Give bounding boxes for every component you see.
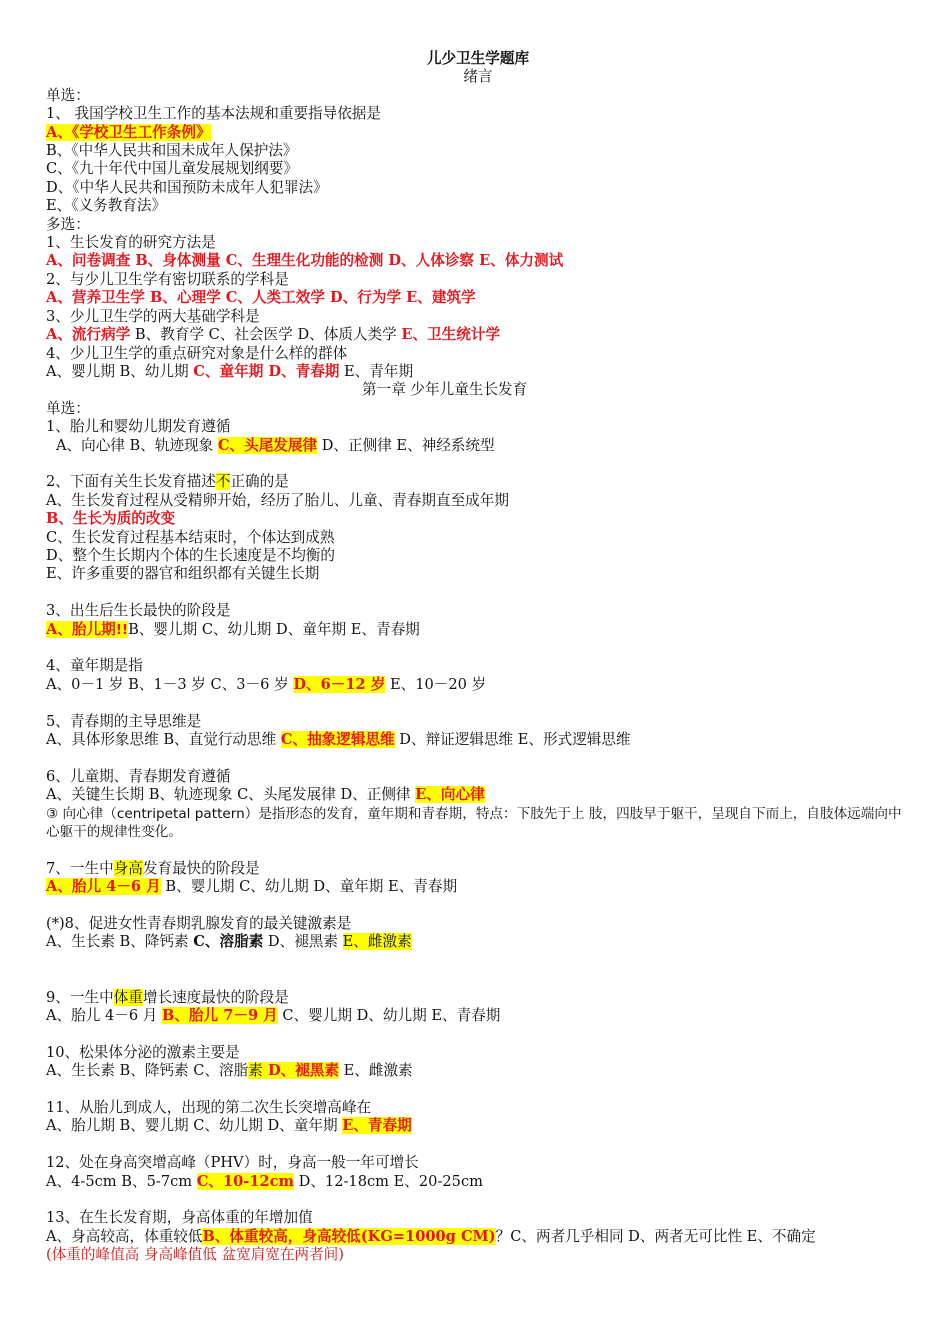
answer-options: A、婴儿期 B、幼儿期: [46, 362, 194, 380]
answer-correct: C、10-12cm: [196, 1172, 294, 1190]
answer-options: A、生长素 B、降钙素 C、溶脂: [46, 1062, 249, 1080]
answer-options: A、具体形象思维 B、直觉行动思维: [46, 730, 281, 748]
question-text: 3、少儿卫生学的两大基础学科是: [46, 307, 260, 325]
answer-highlighted: E、雌激素: [342, 933, 412, 951]
answer-correct: D、褪黑素: [262, 1062, 339, 1080]
answer-bold: C、溶脂素: [193, 933, 264, 951]
answer-option: A、生长发育过程从受精卵开始，经历了胎儿、儿童、青春期直至成年期: [46, 491, 509, 509]
question-part: 增长速度最快的阶段是: [142, 988, 289, 1006]
answer-line: [46, 933, 910, 951]
explanation-note: ③ 向心律（centripetal pattern）是指形态的发育，童年期和青春期，特点：下肢先于上 肢，四肢早于躯干，呈现自下而上，自肢体远端向中心躯干的规律性变化。: [46, 805, 902, 840]
answer-correct: E、卫生统计学: [401, 326, 501, 344]
answer-correct: E、向心律: [415, 786, 485, 804]
answer-option-correct: A、《学校卫生工作条例》: [46, 123, 211, 141]
question-text: 6、儿童期、青春期发育遵循: [46, 767, 231, 785]
answer-line: [46, 1117, 910, 1135]
answer-options: A、关键生长期 B、轨迹现象 C、头尾发展律 D、正侧律: [46, 786, 416, 804]
answer-correct: E、青春期: [342, 1117, 412, 1135]
answer-line: [46, 1173, 910, 1191]
question-text: 12、处在身高突增高峰（PHV）时，身高一般一年可增长: [46, 1154, 419, 1172]
answer-line: [46, 1007, 910, 1025]
question-text: [46, 473, 910, 491]
document-title: 儿少卫生学题库: [426, 50, 530, 67]
answer-options: D、辩证逻辑思维 E、形式逻辑思维: [394, 730, 631, 748]
answer-options: E、雌激素: [338, 1062, 413, 1080]
answer-correct: A、流行病学: [46, 326, 131, 344]
answer-line: [46, 676, 910, 694]
answer-options: E、10－20 岁: [385, 675, 487, 693]
answer-line: [46, 786, 910, 804]
document-page: [46, 50, 910, 1265]
question-text: 2、与少儿卫生学有密切联系的学科是: [46, 270, 289, 288]
section-label-single: 单选：: [46, 86, 90, 104]
question-text: [46, 989, 910, 1007]
question-text: 1、生长发育的研究方法是: [46, 234, 216, 252]
answer-line: [46, 326, 910, 344]
answer-options: B、教育学 C、社会医学 D、体质人类学: [130, 326, 402, 344]
question-text: 4、少儿卫生学的重点研究对象是什么样的群体: [46, 344, 348, 362]
answer-options: B、婴儿期 C、幼儿期 D、童年期 E、青春期: [128, 620, 420, 638]
answer-line-correct: A、问卷调查 B、身体测量 C、生理生化功能的检测 D、人体诊察 E、体力测试: [46, 252, 564, 270]
question-text: 10、松果体分泌的激素主要是: [46, 1043, 240, 1061]
answer-correct: [46, 621, 128, 638]
question-text: 1、 我国学校卫生工作的基本法规和重要指导依据是: [46, 105, 381, 123]
question-part: 正确的是: [230, 473, 289, 491]
question-part: 发育最快的阶段是: [142, 859, 260, 877]
answer-options: A、身高较高，体重较低: [46, 1227, 203, 1245]
answer-options: ？C、两者几乎相同 D、两者无可比性 E、不确定: [495, 1227, 816, 1245]
answer-correct: C、头尾发展律: [217, 436, 318, 454]
answer-option: C、《九十年代中国儿童发展规划纲要》: [46, 160, 298, 178]
question-keyword: 体重: [113, 988, 143, 1006]
question-text: 5、青春期的主导思维是: [46, 712, 202, 730]
question-text: 11、从胎儿到成人，出现的第二次生长突增高峰在: [46, 1099, 372, 1116]
section-label-single: 单选：: [46, 399, 90, 417]
question-text: 13、在生长发育期，身高体重的年增加值: [46, 1209, 313, 1227]
answer-options: A、0－1 岁 B、1－3 岁 C、3－6 岁: [46, 675, 294, 693]
answer-option: B、《中华人民共和国未成年人保护法》: [46, 142, 298, 160]
answer-options: B、婴儿期 C、幼儿期 D、童年期 E、青春期: [160, 878, 458, 896]
answer-option: C、生长发育过程基本结束时，个体达到成熟: [46, 528, 335, 546]
answer-correct: B、体重较高，身高较低(KG=1000g CM): [202, 1227, 496, 1245]
answer-options: A、胎儿期 B、婴儿期 C、幼儿期 D、童年期: [46, 1117, 343, 1135]
emphasis-mark: !!: [115, 621, 129, 638]
question-part: 2、下面有关生长发育描述: [46, 473, 216, 491]
answer-options: A、向心律 B、轨迹现象: [56, 436, 218, 454]
answer-option: D、整个生长期内个体的生长速度是不均衡的: [46, 546, 335, 564]
explanation-note: (体重的峰值高 身高峰值低 盆宽肩宽在两者间): [46, 1246, 344, 1264]
answer-options: D、12-18cm E、20-25cm: [293, 1172, 483, 1190]
section-label-multi: 多选：: [46, 215, 90, 233]
section-title-intro: 绪言: [463, 68, 493, 86]
answer-option: E、《义务教育法》: [46, 197, 167, 215]
question-keyword: 身高: [113, 859, 143, 877]
question-part: 9、一生中: [46, 988, 114, 1006]
question-text: 1、胎儿和婴幼儿期发育遵循: [46, 418, 231, 436]
answer-options: E、青年期: [339, 362, 414, 380]
answer-correct: D、6－12 岁: [293, 675, 386, 693]
answer-correct: C、童年期 D、青春期: [193, 362, 340, 380]
answer-line: [46, 731, 910, 749]
answer-highlighted: 素: [248, 1062, 263, 1080]
answer-options: D、正侧律 E、神经系统型: [317, 436, 495, 454]
answer-option-correct: B、生长为质的改变: [46, 510, 176, 528]
answer-line: [46, 363, 910, 381]
question-text: 3、出生后生长最快的阶段是: [46, 602, 231, 620]
answer-options: A、生长素 B、降钙素: [46, 933, 194, 951]
answer-line: [46, 1062, 910, 1080]
answer-option: E、许多重要的器官和组织都有关键生长期: [46, 565, 320, 583]
question-keyword: 不: [215, 473, 231, 491]
answer-line-correct: A、营养卫生学 B、心理学 C、人类工效学 D、行为学 E、建筑学: [46, 289, 476, 307]
answer-options: A、胎儿 4－6 月: [46, 1007, 162, 1024]
answer-correct: A、胎儿 4－6 月: [46, 878, 161, 896]
answer-options: D、褪黑素: [263, 933, 343, 951]
answer-option: D、《中华人民共和国预防未成年人犯罪法》: [46, 178, 328, 196]
answer-line: [46, 621, 910, 639]
question-text: [46, 860, 910, 878]
answer-options: C、婴儿期 D、幼儿期 E、青春期: [277, 1007, 501, 1024]
question-part: 7、一生中: [46, 859, 114, 877]
question-text: 4、童年期是指: [46, 657, 143, 675]
question-text: (*)8、促进女性青春期乳腺发育的最关键激素是: [46, 914, 352, 932]
answer-correct: C、抽象逻辑思维: [280, 730, 395, 748]
answer-line: [46, 1228, 910, 1246]
answer-options: A、4-5cm B、5-7cm: [46, 1172, 197, 1190]
answer-line: [46, 878, 910, 896]
answer-correct-text: A、胎儿期: [46, 620, 116, 638]
chapter-title: 第一章 少年儿童生长发育: [362, 381, 528, 399]
answer-line: [46, 437, 910, 455]
answer-correct: B、胎儿 7－9 月: [162, 1007, 278, 1024]
